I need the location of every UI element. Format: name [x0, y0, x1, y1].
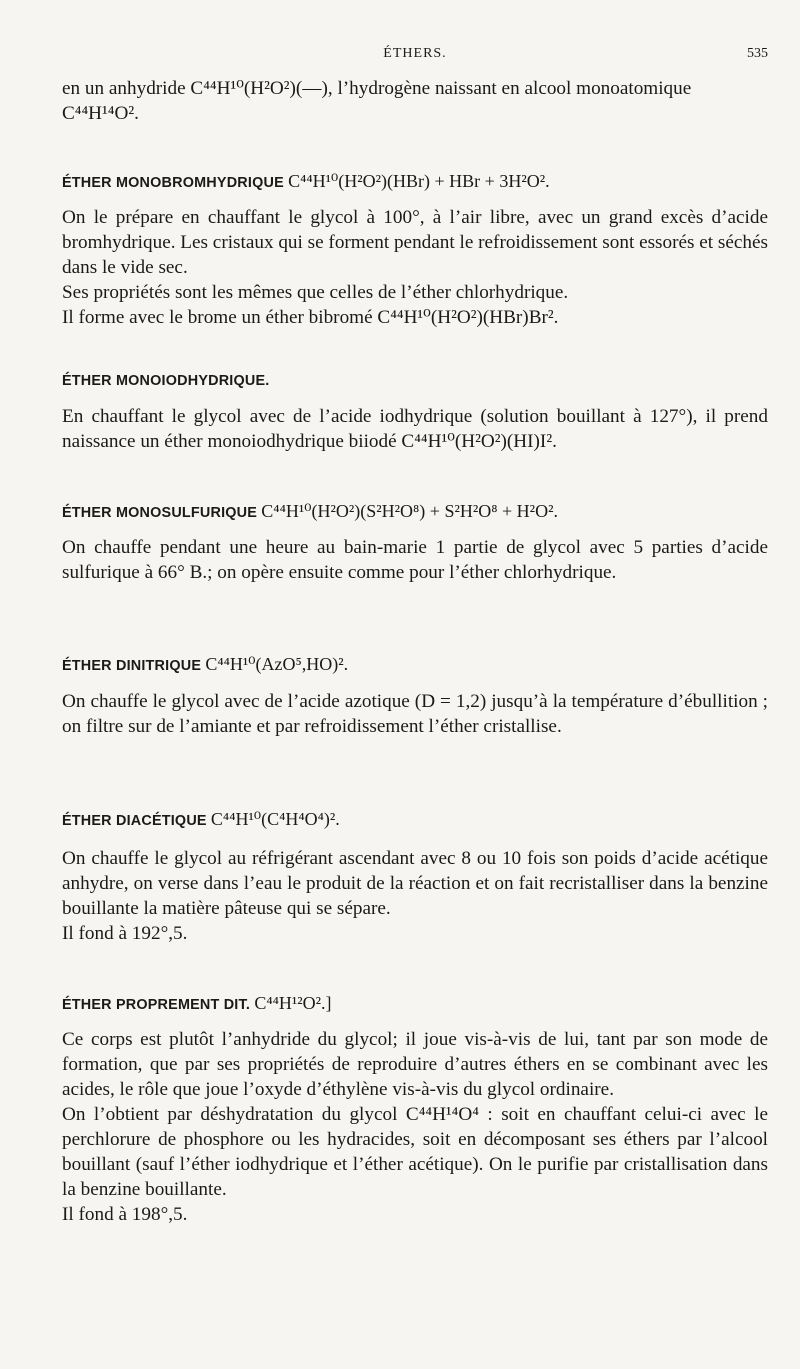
section-title: ÉTHER DIACÉTIQUE [62, 813, 207, 829]
section-heading [62, 500, 768, 524]
section-monosulfurique [62, 500, 768, 524]
page-number: 535 [747, 46, 768, 61]
paragraph: Ses propriétés sont les mêmes que celles de l’éther chlorhydrique. [62, 282, 569, 303]
section-title: ÉTHER MONOBROMHYDRIQUE [62, 175, 284, 191]
paragraph: Il fond à 198°,5. [62, 1204, 188, 1225]
section-body [62, 205, 768, 330]
section-monobromhydrique [62, 170, 768, 194]
section-body [62, 535, 768, 585]
section-formula: C⁴⁴H¹⁰(C⁴H⁴O⁴)². [210, 809, 340, 829]
section-body [62, 689, 768, 739]
section-heading [62, 808, 768, 832]
intro-line-1: en un anhydride C⁴⁴H¹⁰(H²O²)(—), l’hydrogène naissant en alcool monoatomique [62, 78, 692, 99]
paragraph: En chauffant le glycol avec de l’acide iodhydrique (solution bouillant à 127°), il prend naissance un éther monoiodhydrique biiodé C⁴⁴H¹⁰(H²O²)(HI)I². [62, 406, 768, 452]
section-title: ÉTHER DINITRIQUE [62, 658, 202, 674]
paragraph: Il fond à 192°,5. [62, 923, 188, 944]
section-title: ÉTHER PROPREMENT DIT. [62, 997, 251, 1013]
section-body [62, 846, 768, 946]
section-heading [62, 370, 768, 392]
section-heading [62, 992, 768, 1016]
section-title: ÉTHER MONOSULFURIQUE [62, 505, 258, 521]
paragraph: On chauffe pendant une heure au bain-marie 1 partie de glycol avec 5 parties d’acide sulfurique à 66° B.; on opère ensuite comme pour l’éther chlorhydrique. [62, 537, 768, 583]
section-formula: C⁴⁴H¹⁰(H²O²)(S²H²O⁸) + S²H²O⁸ + H²O². [261, 501, 558, 521]
paragraph: On le prépare en chauffant le glycol à 100°, à l’air libre, avec un grand excès d’acide bromhydrique. Les cristaux qui se forment pendant le refroidissement sont essorés et séchés dans le vide sec. [62, 207, 769, 278]
section-formula: C⁴⁴H¹⁰(AzO⁵,HO)². [205, 654, 349, 674]
section-title: ÉTHER MONOIODHYDRIQUE. [62, 373, 270, 389]
paragraph: On chauffe le glycol avec de l’acide azotique (D = 1,2) jusqu’à la température d’ébullition ; on filtre sur de l’amiante et par refroidissement l’éther cristallise. [62, 691, 768, 737]
section-body [62, 404, 768, 454]
section-heading [62, 170, 768, 194]
page-header [62, 46, 768, 66]
section-dinitrique [62, 653, 768, 677]
section-formula: C⁴⁴H¹²O².] [254, 993, 332, 1013]
section-proprement-dit [62, 992, 768, 1016]
section-formula: C⁴⁴H¹⁰(H²O²)(HBr) + HBr + 3H²O². [288, 171, 550, 191]
paragraph: Il forme avec le brome un éther bibromé C⁴⁴H¹⁰(H²O²)(HBr)Br². [62, 307, 559, 328]
section-diacetique [62, 808, 768, 832]
running-title: ÉTHERS. [383, 46, 447, 61]
section-monoiodhydrique [62, 370, 768, 392]
intro-paragraph [62, 76, 768, 126]
paragraph: On chauffe le glycol au réfrigérant ascendant avec 8 ou 10 fois son poids d’acide acétique anhydre, on verse dans l’eau le produit de la réaction et on fait recristalliser dans la benzine bouillante la matière pâteuse qui se sépare. [62, 848, 768, 919]
section-body [62, 1027, 768, 1227]
section-heading [62, 653, 768, 677]
paragraph: Ce corps est plutôt l’anhydride du glycol; il joue vis-à-vis de lui, tant par son mode de formation, que par ses propriétés de reproduire d’autres éthers en se combinant avec les acides, le rôle que joue l’oxyde d’éthylène vis-à-vis du glycol ordinaire. [62, 1029, 768, 1100]
intro-line-2: C⁴⁴H¹⁴O². [62, 103, 139, 124]
paragraph: On l’obtient par déshydratation du glycol C⁴⁴H¹⁴O⁴ : soit en chauffant celui-ci avec le perchlorure de phosphore ou les hydracides, soit en décomposant ses éthers par l’alcool bouillant (sauf l’éther iodhydrique et l’éther acétique). On le purifie par cristallisation dans la benzine bouillante. [62, 1104, 768, 1200]
